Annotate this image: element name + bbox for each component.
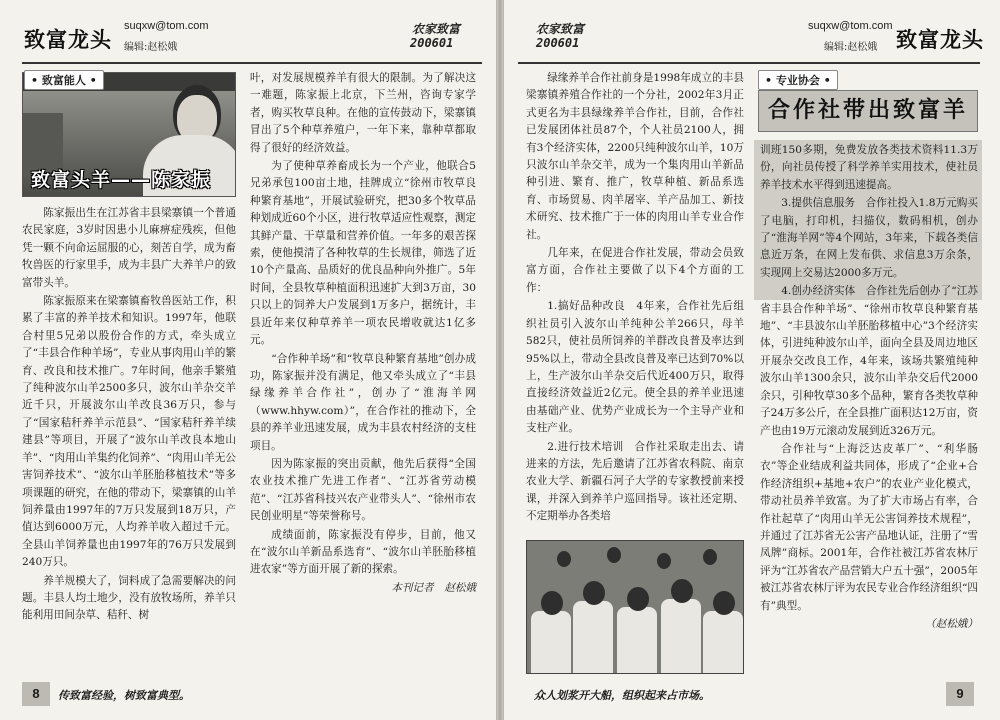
magazine-name: 农家致富 xyxy=(412,22,461,36)
paragraph: 陈家振原来在梁寨镇畜牧兽医站工作，积累了丰富的养羊技术和知识。1997年，他联合村里5兄弟以股份合作的方式，牵头成立了“丰县合作种羊场”，专业从事肉用山羊的繁育、改良和技术推广。7年时间，他亲手繁殖了纯种波尔山羊2500多只，波尔山羊杂交羊近千只，开展波尔山羊改良36万只，参与了“国家秸秆养羊示范县”、“国家秸秆养羊续建县”等项目，开展了“波尔山羊改良本地山羊”、“肉用山羊集约化饲养”、“肉用山羊无公害饲养技术”、“波尔山羊胚胎移植技术”等多项课题的研究，在他的带动下，梁寨镇的山羊饲养量由1997年的7万只发展到18万只，产值达到6000万元，人均养羊收入超过千元。全县山羊饲养量也由1997年的76万只发展到240万只。 xyxy=(22,295,236,569)
issue-number: 200601 xyxy=(536,36,580,50)
magazine-name: 农家致富 xyxy=(536,22,585,36)
section-tag: • 专业协会 • xyxy=(758,70,838,90)
meeting-photo xyxy=(526,540,744,674)
article-title: 合作社带出致富羊 xyxy=(758,90,978,132)
editor-email: suqxw@tom.com xyxy=(808,20,893,32)
header-rule xyxy=(518,62,980,64)
editor-name: 编辑:赵松娥 xyxy=(124,42,178,53)
column-brand: 致富龙头 xyxy=(24,28,112,52)
photo-caption: 致富头羊——陈家振 xyxy=(31,169,212,191)
paragraph: 1.搞好品种改良 4年来，合作社先后组织社员引入波尔山羊纯种公羊266只，母羊582只，使社员所饲养的羊群改良普及率达到95%以上，带动全县改良普及率已达到70%以上，生产波尔山羊杂交后代近400万只，取得直接经济效益近2亿元。使全县的养羊业迅速由基础产业、优势产业成长为一个主导产业和支柱产业。 xyxy=(526,300,744,435)
byline: （赵松娥） xyxy=(925,617,978,630)
paragraph: 绿缘养羊合作社前身是1998年成立的丰县梁寨镇养殖合作社的一个分社，2002年3月正式更名为丰县绿缘养羊合作社，目前，合作社已发展团体社员87个，个人社员2100人，拥有3个经济实体，2200只纯种波尔山羊，10万只波尔山羊杂交羊，成为一个集肉用山羊新品种引进、繁育、推广，牧草种植、新品系选育、市场贸易、肉羊屠宰、羊产品加工、新技术研究、技术推广于一体的肉用山羊专业合作社。 xyxy=(526,72,744,241)
paragraph: 4.创办经济实体 合作社先后创办了“江苏省丰县合作种羊场”、“徐州市牧草良种繁育基地”、“丰县波尔山羊胚胎移植中心”3个经济实体，引进纯种波尔山羊，面向全县及周边地区开展杂交改良工作，4年来，该场共繁殖纯种波尔山羊1300余只，波尔山羊杂交后代2000余只，引种牧草30多个品种，繁育各类牧草种子24万多公斤，在全县推广面积达12万亩，资产也由19万元滚动发展到近326万元。 xyxy=(760,285,978,437)
byline: 本刊记者 赵松娥 xyxy=(391,581,476,594)
editor-email: suqxw@tom.com xyxy=(124,20,209,32)
paragraph: “合作种羊场”和“牧草良种繁育基地”创办成功，陈家振并没有满足，他又牵头成立了“丰县绿缘养羊合作社”，创办了“淮海羊网（www.hhyw.com）”，在合作社的推动下，全县的养羊业迅速发展，成为丰县农村经济的支柱项目。 xyxy=(250,352,476,452)
page-slogan: 众人划浆开大船，组织起来占市场。 xyxy=(534,689,710,702)
paragraph: 训班150多期，免费发放各类技术资料11.3万份，向社员传授了科学养羊实用技术，使社员养羊技术水平得到迅速提高。 xyxy=(760,144,978,191)
paragraph: 成绩面前，陈家振没有停步，目前，他又在“波尔山羊新品系选育”、“波尔山羊胚胎移植进农家”等方面开展了新的探索。 xyxy=(250,528,476,576)
paragraph: 2.进行技术培训 合作社采取走出去、请进来的方法，先后邀请了江苏省农科院、南京农业大学、新疆石河子大学的专家教授前来授课，并深入到养羊户巡回指导。该社还定期、不定期举办各类培 xyxy=(526,440,744,523)
right-header xyxy=(518,8,988,60)
header-rule xyxy=(22,62,482,64)
paragraph: 合作社与“上海泛达皮革厂”、“利华肠衣”等企业结成利益共同体，形成了“企业+合作经济组织+基地+农户”的农业产业化模式，带动社员养羊致富。为了扩大市场占有率，合作社起草了“肉用山羊无公害饲养技术规程”，并通过了江苏省无公害产品地认证，注册了“雪凤牌”商标。2001年，合作社被江苏省农林厅评为“江苏省农产品营销大户五十强”，2005年被江苏省农林厅评为农民专业合作经济组织“四有”典型。 xyxy=(760,442,978,612)
left-header xyxy=(14,8,484,60)
paragraph: 因为陈家振的突出贡献，他先后获得“全国农业技术推广先进工作者”、“江苏省劳动模范”、“江苏省科技兴农产业带头人”、“徐州市农民创业明星”等荣誉称号。 xyxy=(250,457,476,523)
paragraph: 陈家振出生在江苏省丰县梁寨镇一个普通农民家庭，3岁时因患小儿麻痹症残疾，但他凭一颗不向命运屈服的心，刻苦自学，成为畜牧兽医的行家里手，成为丰县广大养羊户的致富带头羊。 xyxy=(22,207,236,289)
left-page xyxy=(0,0,497,720)
page-slogan: 传致富经验，树致富典型。 xyxy=(58,689,190,702)
article-column-1 xyxy=(22,205,236,626)
portrait-photo xyxy=(22,72,236,197)
editor-name: 编辑:赵松娥 xyxy=(824,42,878,53)
paragraph: 叶，对发展规模养羊有很大的限制。为了解决这一难题，陈家振上北京，下兰州，咨询专家学者，购买牧草良种。在他的宣传鼓动下，梁寨镇冒出了5个种草养殖户，一年下来，靠种草都取得了很好的经济效益。 xyxy=(250,72,476,154)
right-page xyxy=(503,0,1000,720)
article-column-2 xyxy=(760,142,978,634)
paragraph: 3.提供信息服务 合作社投入1.8万元购买了电脑，打印机，扫描仪，数码相机，创办了“淮海羊网”等4个网站，3年来，下载各类信息近万条，在网上发布供、求信息3万余条，实现网上交易达2000多万元。 xyxy=(760,197,978,279)
article-column-1 xyxy=(526,70,744,527)
paragraph: 几年来，在促进合作社发展，带动会员致富方面，合作社主要做了以下4个方面的工作： xyxy=(526,247,744,294)
page-number: 9 xyxy=(946,682,974,706)
page-number: 8 xyxy=(22,682,50,706)
paragraph: 养羊规模大了，饲料成了急需要解决的问题。丰县人均土地少，没有放牧场所，养羊只能利用田间杂草、秸秆、树 xyxy=(22,574,236,622)
issue-number: 200601 xyxy=(410,36,454,50)
section-tag: • 致富能人 • xyxy=(24,70,104,90)
paragraph: 为了使种草养畜成长为一个产业，他联合5兄弟承包100亩土地，挂牌成立“徐州市牧草良种繁育基地”，开展试验研究，把30多个牧草品种划成近60个小区，进行牧草适应性观察，测定其鲜产量、干草量和营养价值。一年多的艰苦探索，使他摸清了各种牧草的生长规律，筛选了近10个产量高、品质好的优良品种向外推广。5年时间，全县牧草种植面积迅速扩大到3万亩，30只以上的饲养大户发展到1万多户，据统计，丰县近年来仅种草养羊一项农民增收就达1亿多元。 xyxy=(250,160,476,347)
article-column-2 xyxy=(250,70,476,598)
column-brand: 致富龙头 xyxy=(896,28,984,52)
